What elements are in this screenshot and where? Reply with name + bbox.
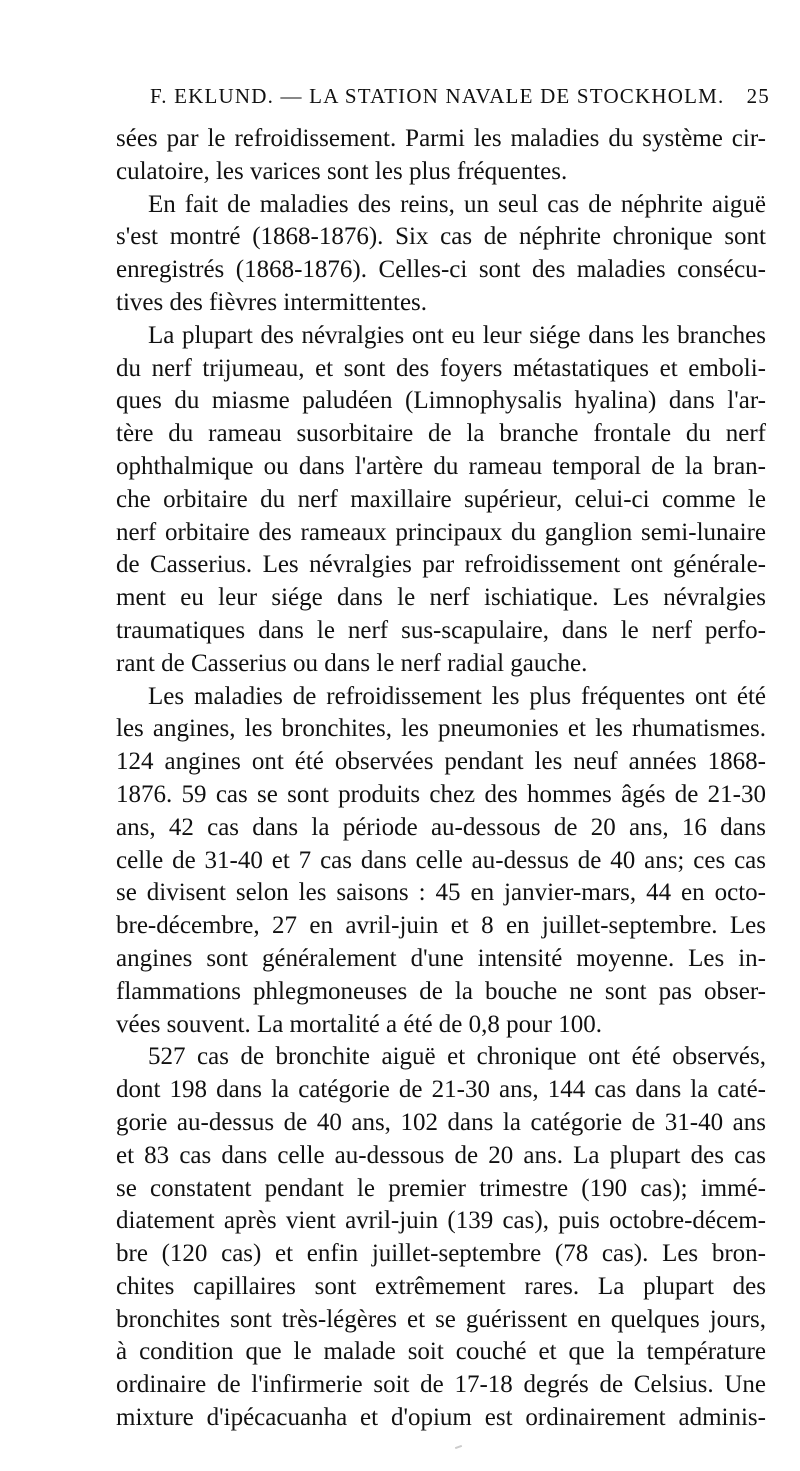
text-line: sées par le refroidissement. Parmi les maladies du système cir- [116,125,766,152]
text-line: tives des fièvres intermittentes. [116,288,428,316]
text-line: mixture d'ipécacuanha et d'opium est ordinairement adminis- [116,1404,766,1432]
text-line: diatement après vient avril-juin (139 cas), puis octobre-décem- [116,1207,766,1235]
text-line: se constatent pendant le premier trimestre (190 cas); immé- [116,1174,766,1202]
text-line: à condition que le malade soit couché et que la température [116,1338,766,1366]
running-title: F. EKLUND. — LA STATION NAVALE DE STOCKHOLM. [150,84,725,108]
text-line: de Casserius. Les névralgies par refroidissement ont générale- [116,551,766,579]
text-line: vées souvent. La mortalité a été de 0,8 pour 100. [116,1010,602,1038]
text-line: angines sont généralement d'une intensité moyenne. Les in- [116,944,766,972]
text-line: ques du miasme paludéen (Limnophysalis hyalina) dans l'ar- [116,387,766,415]
text-line: se divisent selon les saisons : 45 en janvier-mars, 44 en octo- [116,879,766,907]
text-line: che orbitaire du nerf maxillaire supérieur, celui-ci comme le [116,485,766,513]
text-line: culatoire, les varices sont les plus fréquentes. [116,157,568,185]
ink-smudge [455,1445,462,1449]
text-line: gorie au-dessus de 40 ans, 102 dans la catégorie de 31-40 ans [116,1108,766,1136]
text-line: ans, 42 cas dans la période au-dessous de 20 ans, 16 dans [116,813,766,841]
text-line: celle de 31-40 et 7 cas dans celle au-dessus de 40 ans; ces cas [116,846,766,874]
text-line: traumatiques dans le nerf sus-scapulaire, dans le nerf perfo- [116,616,766,644]
text-line: bre-décembre, 27 en avril-juin et 8 en juillet-septembre. Les [116,912,766,940]
text-line: ordinaire de l'infirmerie soit de 17-18 degrés de Celsius. Une [116,1371,766,1399]
text-line: ophthalmique ou dans l'artère du rameau temporal de la bran- [116,452,766,480]
text-line: s'est montré (1868-1876). Six cas de néphrite chronique sont [116,223,766,251]
text-line: flammations phlegmoneuses de la bouche ne sont pas obser- [116,977,766,1005]
text-line: Les maladies de refroidissement les plus fréquentes ont été [148,682,766,710]
text-line: bre (120 cas) et enfin juillet-septembre (78 cas). Les bron- [116,1240,766,1268]
text-line: du nerf trijumeau, et sont des foyers métastatiques et emboli- [116,354,766,382]
text-line: enregistrés (1868-1876). Celles-ci sont des maladies consécu- [116,256,766,284]
running-header [150,84,770,124]
text-line: ment eu leur siége dans le nerf ischiatique. Les névralgies [116,584,766,612]
text-line: 1876. 59 cas se sont produits chez des hommes âgés de 21-30 [116,780,766,808]
body-text [116,123,766,1435]
text-line: chites capillaires sont extrêmement rares. La plupart des [116,1272,766,1300]
text-line: bronchites sont très-légères et se guérissent en quelques jours, [116,1305,766,1333]
text-line: nerf orbitaire des rameaux principaux du ganglion semi-lunaire [116,518,766,546]
text-line: La plupart des névralgies ont eu leur siége dans les branches [148,321,766,349]
text-line: les angines, les bronchites, les pneumonies et les rhumatismes. [116,715,766,743]
text-line: et 83 cas dans celle au-dessous de 20 ans. La plupart des cas [116,1141,766,1169]
text-line: 124 angines ont été observées pendant les neuf années 1868- [116,748,766,776]
text-line: rant de Casserius ou dans le nerf radial gauche. [116,649,588,677]
text-line: En fait de maladies des reins, un seul cas de néphrite aiguë [148,190,766,218]
text-line: 527 cas de bronchite aiguë et chronique ont été observés, [148,1043,766,1071]
text-line: tère du rameau susorbitaire de la branche frontale du nerf [116,420,766,448]
text-line: dont 198 dans la catégorie de 21-30 ans, 144 cas dans la caté- [116,1076,766,1104]
page-number: 25 [746,84,770,108]
